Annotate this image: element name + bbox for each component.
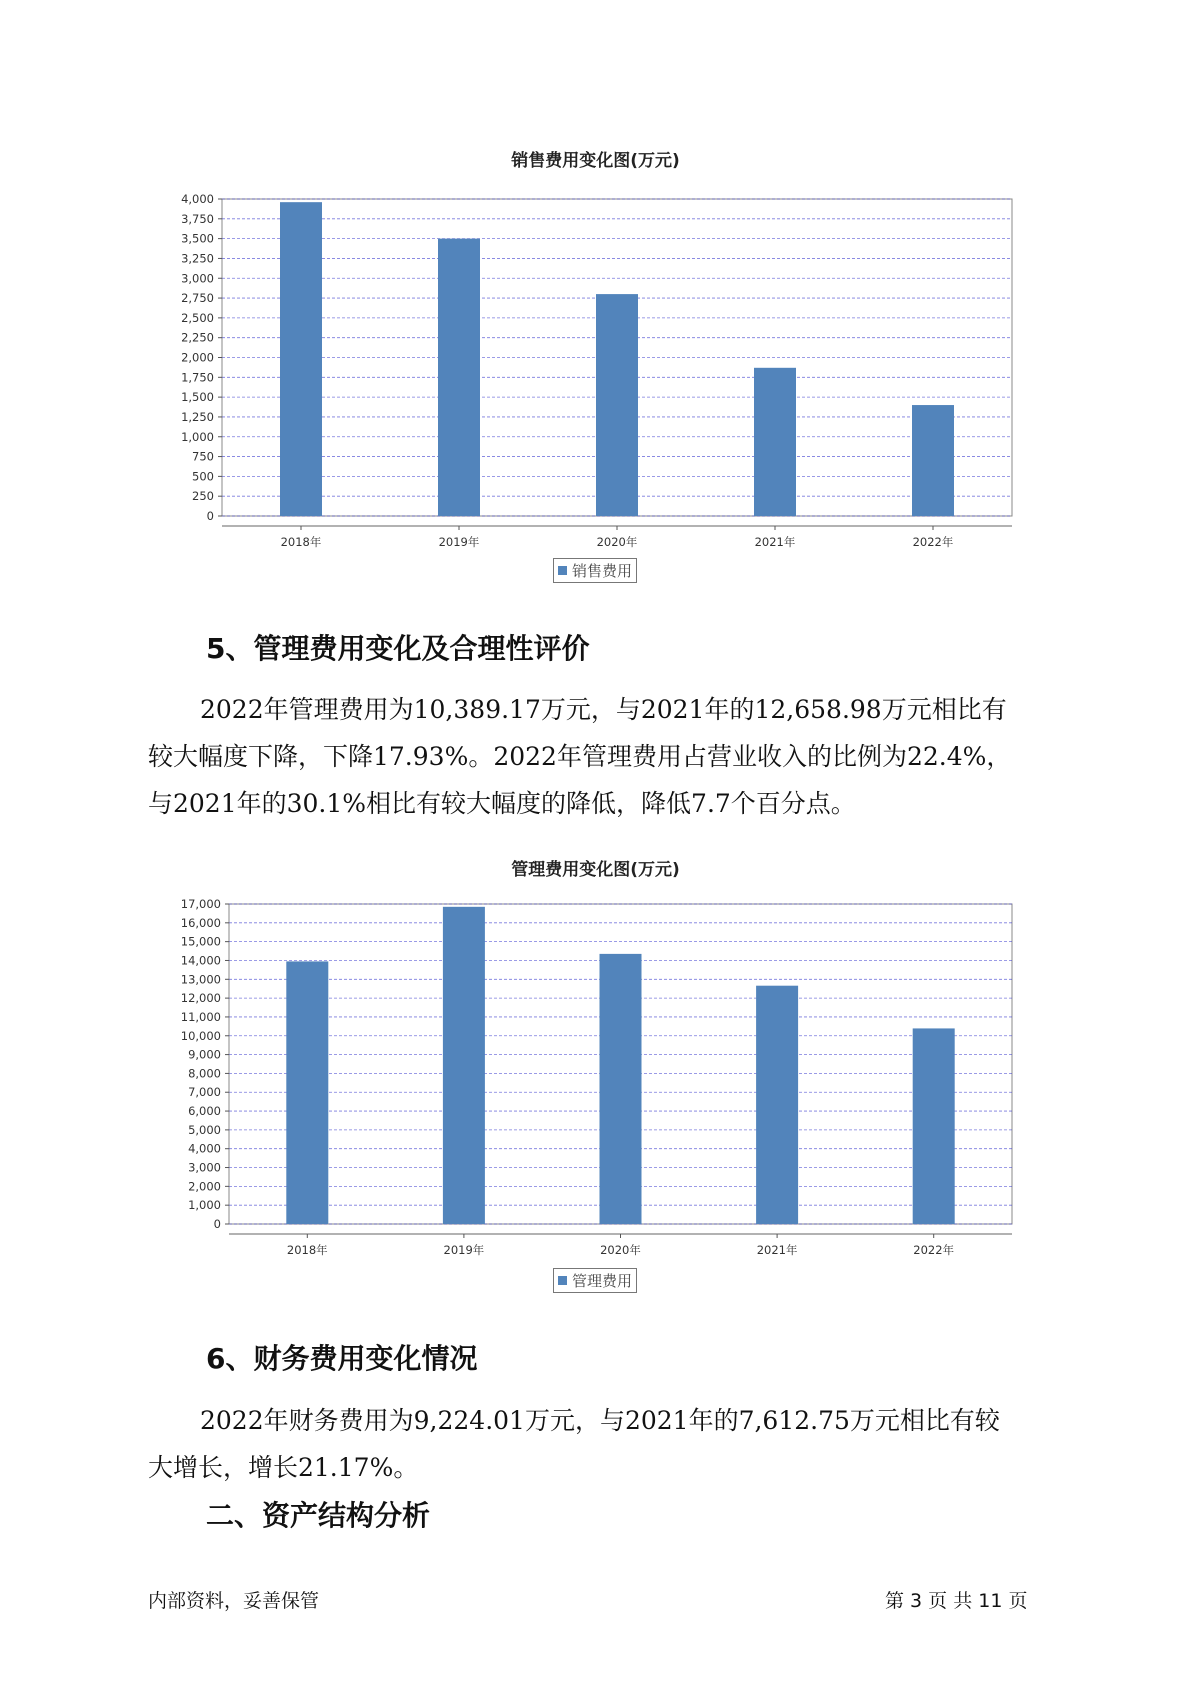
legend-swatch (558, 566, 567, 575)
chart2-ytick-label: 12,000 (180, 991, 221, 1006)
chart2-ytick-label: 13,000 (180, 972, 221, 987)
section6-line: 2022年财务费用为9,224.01万元，与2021年的7,612.75万元相比有较 (200, 1406, 1000, 1435)
page-number: 第 3 页 共 11 页 (885, 1590, 1028, 1612)
chart2-ytick-label: 15,000 (180, 934, 221, 949)
chart2-ytick-label: 3,000 (188, 1160, 221, 1175)
chart2-legend (553, 1268, 637, 1293)
chart1-ytick-label: 2,750 (181, 291, 214, 306)
chart1-bar (280, 202, 322, 516)
section6-paragraph (148, 1397, 1048, 1491)
chart1-ytick-label: 3,750 (181, 211, 214, 226)
chart1-ytick-label: 0 (206, 509, 214, 523)
chart1-ytick-label: 1,500 (181, 390, 214, 405)
chart2-bar (600, 954, 642, 1224)
chart1-ytick-label: 1,000 (181, 429, 214, 444)
chart2-bar (443, 907, 485, 1224)
chart2-xtick-label: 2022年 (913, 1243, 955, 1257)
section5-paragraph (148, 686, 1048, 827)
chart2-ytick-label: 9,000 (188, 1047, 221, 1062)
chart2-ytick-label: 10,000 (180, 1028, 221, 1043)
section6-heading: 6、财务费用变化情况 (206, 1342, 478, 1375)
sales-expense-chart (0, 180, 1191, 549)
chart1-ytick-label: 4,000 (181, 192, 214, 206)
chart2-xtick-label: 2020年 (600, 1243, 641, 1257)
chart1-xtick-label: 2019年 (438, 535, 480, 549)
chart1-xtick-label: 2020年 (596, 535, 638, 549)
chart1-legend-label: 销售费用 (572, 562, 633, 580)
section-two-heading: 二、资产结构分析 (206, 1499, 431, 1532)
chart2-xtick-label: 2018年 (286, 1243, 328, 1257)
chart1-ytick-label: 2,500 (181, 310, 214, 325)
chart2-ytick-label: 1,000 (188, 1198, 221, 1213)
chart2-xtick-label: 2019年 (443, 1243, 485, 1257)
chart2-ytick-label: 14,000 (180, 953, 221, 968)
chart1-ytick-label: 3,000 (181, 271, 214, 286)
chart1-ytick-label: 2,250 (181, 330, 214, 345)
chart2-ytick-label: 17,000 (180, 897, 221, 911)
chart1-ytick-label: 250 (192, 489, 214, 504)
chart2-title: 管理费用变化图(万元) (511, 860, 680, 880)
chart1-bar (912, 405, 954, 516)
chart1-ytick-label: 1,750 (181, 370, 214, 385)
footer-confidential: 内部资料，妥善保管 (148, 1590, 320, 1612)
chart2-ytick-label: 16,000 (180, 915, 221, 930)
chart1-xtick-label: 2022年 (912, 535, 954, 549)
chart1-ytick-label: 3,500 (181, 231, 214, 246)
chart1-legend (553, 558, 637, 583)
chart2-ytick-label: 11,000 (180, 1009, 221, 1024)
chart1-ytick-label: 2,000 (181, 350, 214, 365)
section5-line: 2022年管理费用为10,389.17万元，与2021年的12,658.98万元相比有 (200, 695, 1007, 724)
chart2-ytick-label: 8,000 (188, 1066, 221, 1081)
chart2-ytick-label: 6,000 (188, 1104, 221, 1119)
chart2-ytick-label: 5,000 (188, 1122, 221, 1137)
chart2-ytick-label: 7,000 (188, 1085, 221, 1100)
section5-line: 较大幅度下降，下降17.93%。2022年管理费用占营业收入的比例为22.4%， (148, 742, 1012, 771)
chart2-ytick-label: 2,000 (188, 1179, 221, 1194)
chart2-bar (286, 961, 328, 1224)
chart1-ytick-label: 3,250 (181, 251, 214, 266)
chart1-bar (596, 294, 638, 516)
chart1-ytick-label: 750 (192, 449, 214, 464)
section5-heading: 5、管理费用变化及合理性评价 (206, 632, 590, 665)
chart1-bar (438, 239, 480, 516)
chart2-xtick-label: 2021年 (756, 1243, 798, 1257)
section5-line: 与2021年的30.1%相比有较大幅度的降低，降低7.7个百分点。 (148, 789, 856, 818)
section6-line: 大增长，增长21.17%。 (148, 1453, 419, 1482)
chart2-ytick-label: 0 (213, 1217, 221, 1231)
chart1-bar (754, 368, 796, 516)
chart1-xtick-label: 2021年 (754, 535, 796, 549)
admin-expense-chart (0, 888, 1191, 1258)
legend-swatch (558, 1276, 567, 1285)
chart1-xtick-label: 2018年 (280, 535, 322, 549)
chart2-ytick-label: 4,000 (188, 1141, 221, 1156)
chart1-title: 销售费用变化图(万元) (511, 151, 680, 171)
chart1-ytick-label: 500 (192, 469, 214, 484)
chart1-ytick-label: 1,250 (181, 409, 214, 424)
chart2-bar (756, 986, 798, 1224)
chart2-legend-label: 管理费用 (572, 1272, 633, 1290)
chart2-bar (913, 1028, 955, 1224)
